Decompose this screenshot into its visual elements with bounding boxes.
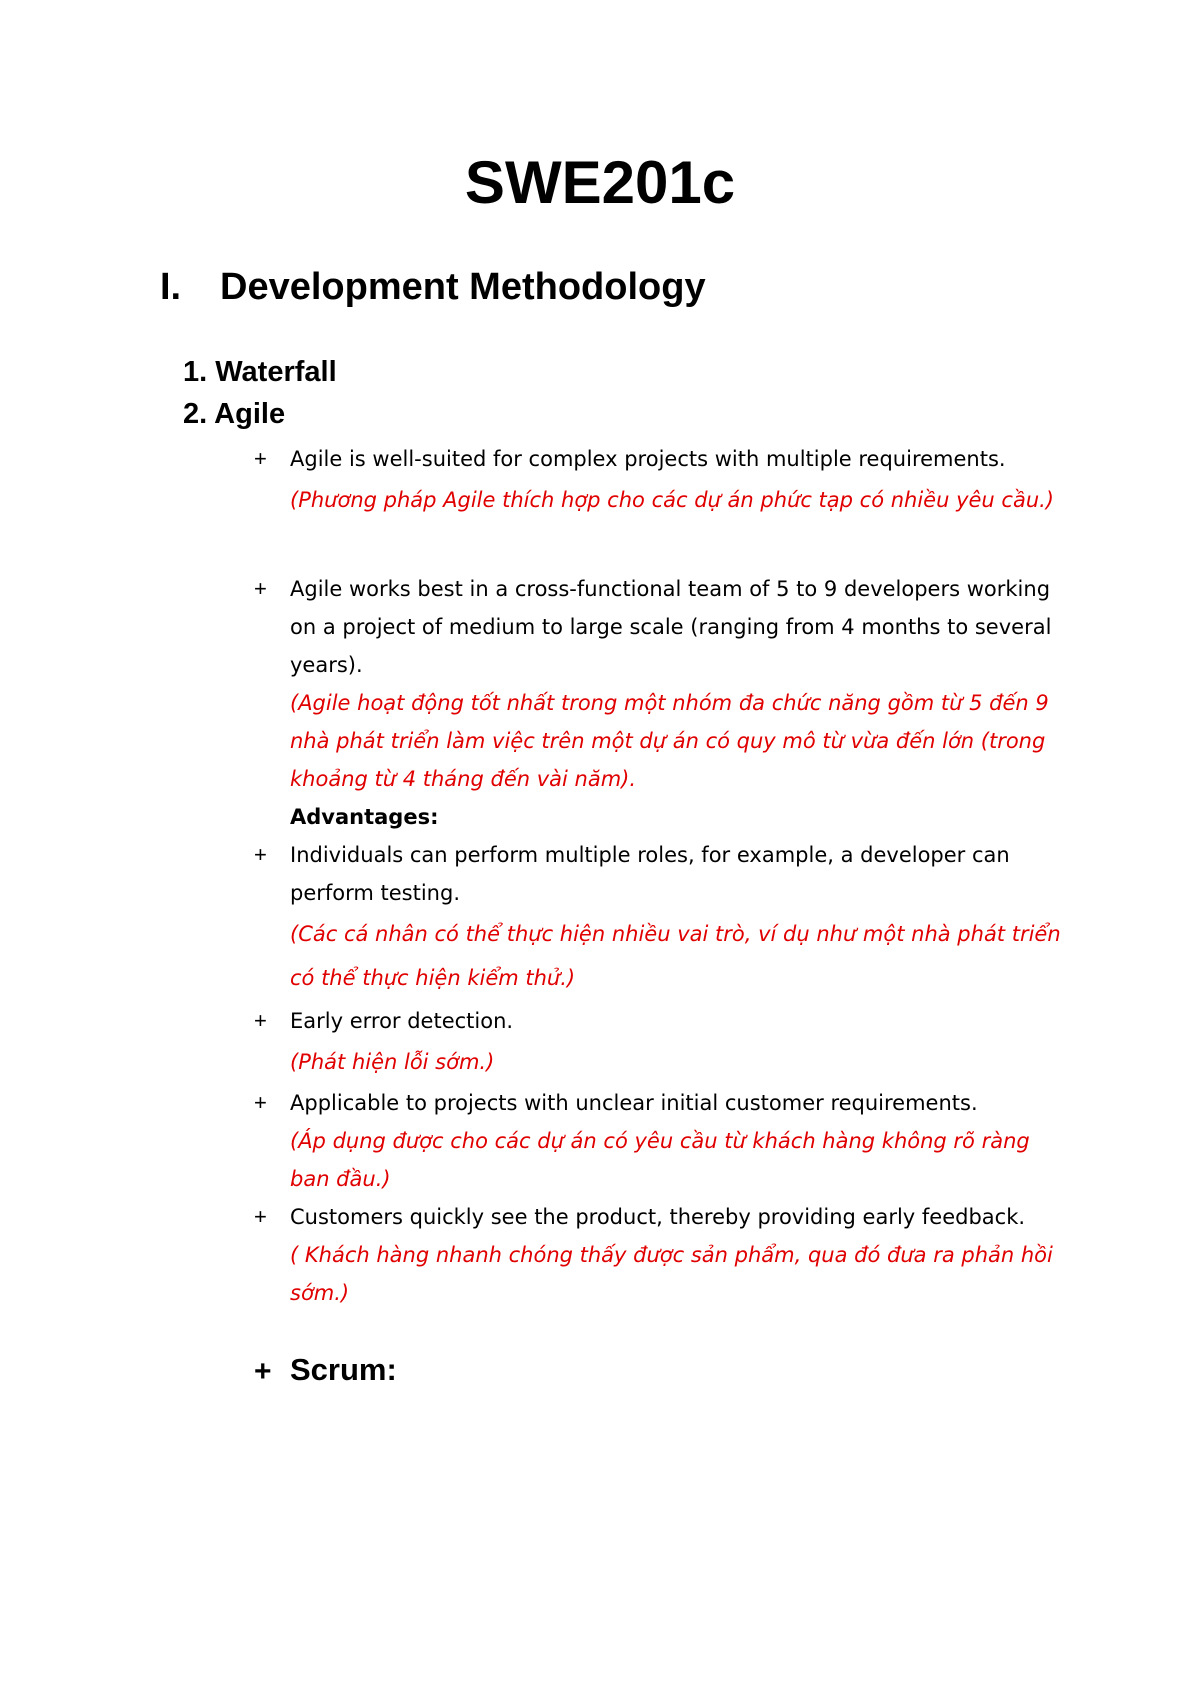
advantage-item xyxy=(290,1198,1070,1312)
advantages-label: Advantages: xyxy=(290,805,439,829)
item-text: Early error detection. xyxy=(290,1009,514,1033)
bullet-marker: + xyxy=(254,842,267,867)
section-title: Development Methodology xyxy=(220,266,706,308)
item-text: Individuals can perform multiple roles, for example, a developer can perform testing. xyxy=(290,843,1010,905)
item-translation: (Phát hiện lỗi sớm.) xyxy=(290,1050,495,1074)
advantage-item xyxy=(290,1084,1070,1198)
agile-item xyxy=(290,570,1070,836)
item-translation: (Các cá nhân có thể thực hiện nhiều vai trò, ví dụ như một nhà phát triển có thể thực hiện kiểm thử.) xyxy=(290,922,1061,990)
item-translation: (Agile hoạt động tốt nhất trong một nhóm đa chức năng gồm từ 5 đến 9 nhà phát triển làm việc trên một dự án có quy mô từ vừa đến lớn (trong khoảng từ 4 tháng đến vài năm). xyxy=(290,691,1049,791)
item-text: Agile is well-suited for complex projects with multiple requirements. xyxy=(290,447,1006,471)
agile-item xyxy=(290,440,1070,522)
advantage-item xyxy=(290,836,1070,1000)
advantage-item xyxy=(290,1002,1070,1084)
bullet-marker: + xyxy=(254,576,267,601)
scrum-bullet: + xyxy=(254,1355,272,1388)
item-translation: ( Khách hàng nhanh chóng thấy được sản phẩm, qua đó đưa ra phản hồi sớm.) xyxy=(290,1243,1053,1305)
item-translation: (Phương pháp Agile thích hợp cho các dự án phức tạp có nhiều yêu cầu.) xyxy=(290,488,1054,512)
item-translation: (Áp dụng được cho các dự án có yêu cầu từ khách hàng không rõ ràng ban đầu.) xyxy=(290,1129,1030,1191)
section-heading xyxy=(160,266,706,309)
document-title: SWE201c xyxy=(464,149,736,216)
bullet-marker: + xyxy=(254,446,267,471)
subsection-waterfall: 1. Waterfall xyxy=(183,356,337,388)
item-text: Agile works best in a cross-functional team of 5 to 9 developers working on a project of medium to large scale (ranging from 4 months to several years). xyxy=(290,577,1052,677)
bullet-marker: + xyxy=(254,1008,267,1033)
bullet-marker: + xyxy=(254,1204,267,1229)
scrum-heading: Scrum: xyxy=(290,1352,397,1387)
section-number: I. xyxy=(160,266,182,308)
item-text: Applicable to projects with unclear initial customer requirements. xyxy=(290,1091,978,1115)
bullet-marker: + xyxy=(254,1090,267,1115)
subsection-agile: 2. Agile xyxy=(183,398,286,430)
item-text: Customers quickly see the product, thereby providing early feedback. xyxy=(290,1205,1026,1229)
